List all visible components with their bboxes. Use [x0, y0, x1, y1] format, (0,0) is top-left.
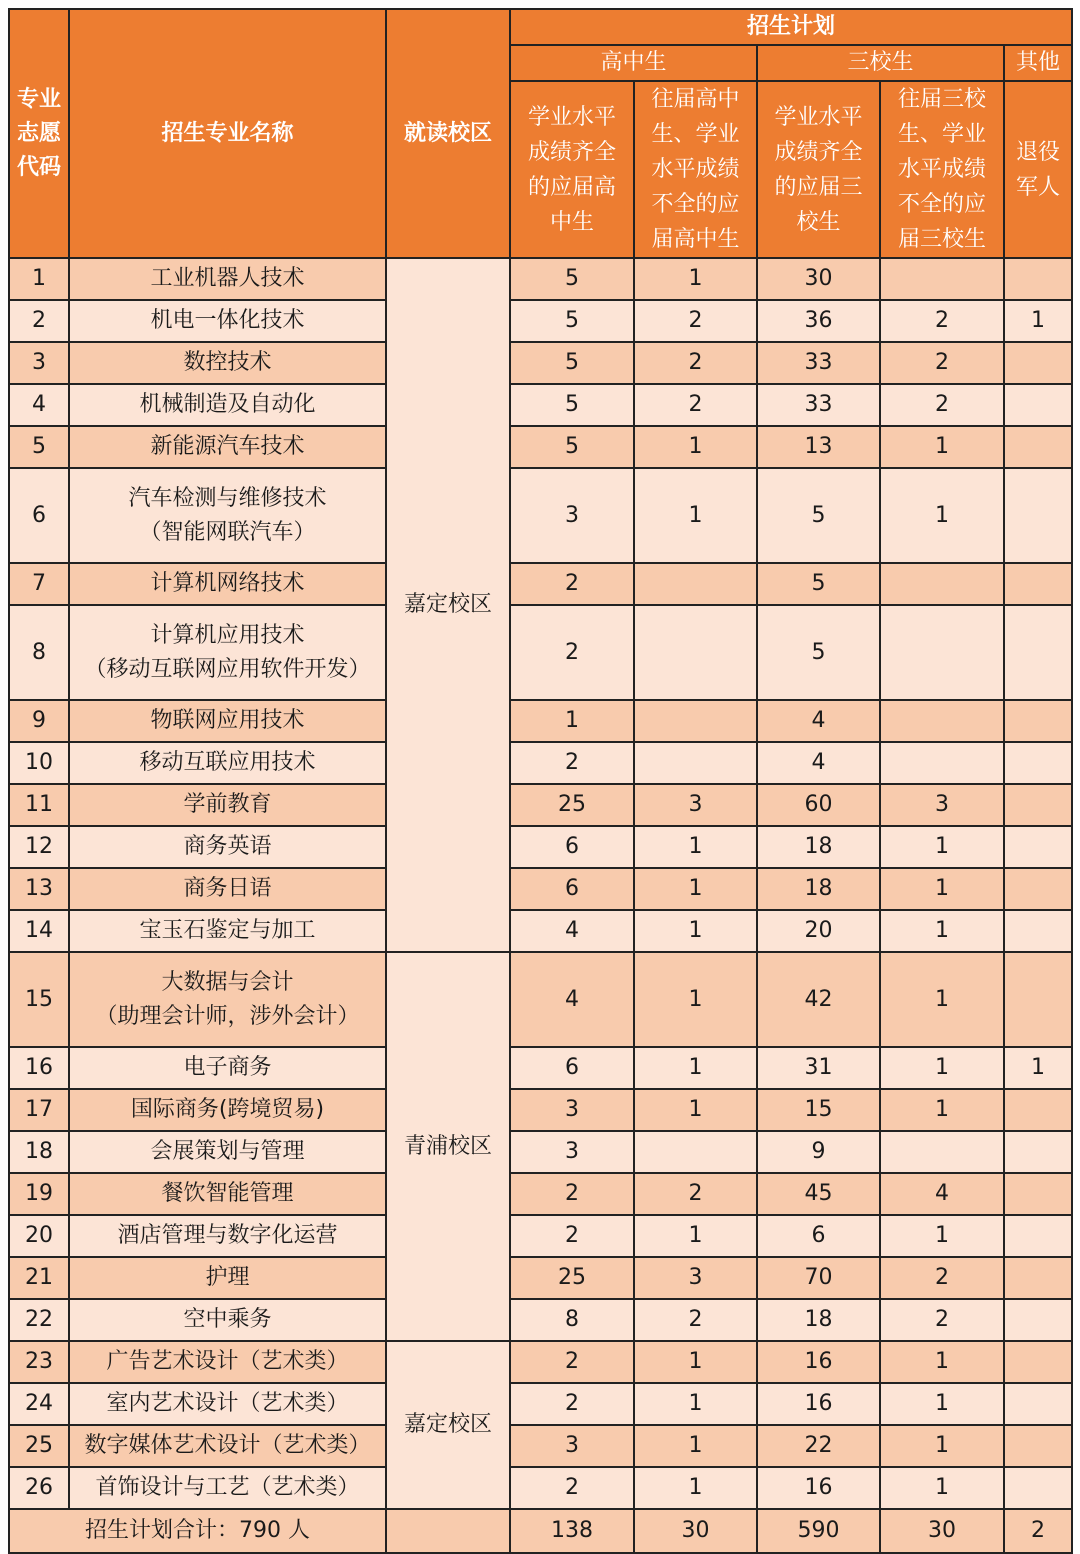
cell-hs-complete: 5 — [510, 342, 634, 384]
cell-three-previous: 1 — [880, 826, 1004, 868]
cell-veteran — [1004, 952, 1072, 1047]
row-code: 5 — [9, 426, 69, 468]
table-row — [9, 784, 1072, 826]
cell-hs-complete: 6 — [510, 868, 634, 910]
total-a: 138 — [510, 1509, 634, 1553]
row-major-name: 空中乘务 — [69, 1299, 386, 1341]
cell-three-previous: 1 — [880, 426, 1004, 468]
cell-three-previous: 1 — [880, 1089, 1004, 1131]
row-code: 13 — [9, 868, 69, 910]
admission-plan-document — [8, 8, 1073, 1554]
cell-hs-complete: 3 — [510, 1131, 634, 1173]
cell-hs-previous: 1 — [634, 1467, 757, 1509]
cell-three-previous — [880, 700, 1004, 742]
cell-veteran — [1004, 426, 1072, 468]
header-plan: 招生计划 — [510, 9, 1072, 45]
table-row — [9, 1131, 1072, 1173]
cell-veteran — [1004, 1299, 1072, 1341]
header-hs-complete: 学业水平 成绩齐全 的应届高 中生 — [510, 81, 634, 258]
row-code: 24 — [9, 1383, 69, 1425]
total-label: 招生计划合计：790 人 — [9, 1509, 386, 1553]
cell-veteran — [1004, 910, 1072, 952]
row-code: 12 — [9, 826, 69, 868]
cell-hs-previous: 1 — [634, 868, 757, 910]
cell-three-complete: 9 — [757, 1131, 880, 1173]
cell-hs-complete: 2 — [510, 1383, 634, 1425]
cell-hs-complete: 5 — [510, 384, 634, 426]
table-row — [9, 468, 1072, 563]
cell-three-complete: 60 — [757, 784, 880, 826]
cell-veteran: 1 — [1004, 300, 1072, 342]
cell-three-complete: 42 — [757, 952, 880, 1047]
cell-three-complete: 13 — [757, 426, 880, 468]
cell-three-complete: 16 — [757, 1341, 880, 1383]
total-d: 30 — [880, 1509, 1004, 1553]
cell-veteran — [1004, 1467, 1072, 1509]
cell-hs-previous — [634, 742, 757, 784]
table-row — [9, 1047, 1072, 1089]
cell-hs-previous: 2 — [634, 300, 757, 342]
cell-hs-previous: 1 — [634, 1215, 757, 1257]
header-three-previous: 往届三校 生、学业 水平成绩 不全的应 届三校生 — [880, 81, 1004, 258]
header-campus: 就读校区 — [386, 9, 510, 258]
header-major-name: 招生专业名称 — [69, 9, 386, 258]
table-row — [9, 605, 1072, 700]
row-major-name: 机电一体化技术 — [69, 300, 386, 342]
cell-three-complete: 5 — [757, 468, 880, 563]
row-code: 17 — [9, 1089, 69, 1131]
table-row — [9, 300, 1072, 342]
row-major-name: 宝玉石鉴定与加工 — [69, 910, 386, 952]
admission-plan-table — [8, 8, 1073, 1554]
cell-three-previous — [880, 605, 1004, 700]
total-b: 30 — [634, 1509, 757, 1553]
cell-hs-complete: 5 — [510, 426, 634, 468]
cell-three-complete: 16 — [757, 1467, 880, 1509]
cell-veteran — [1004, 700, 1072, 742]
row-major-name: 酒店管理与数字化运营 — [69, 1215, 386, 1257]
row-code: 21 — [9, 1257, 69, 1299]
row-major-name: 护理 — [69, 1257, 386, 1299]
cell-hs-previous: 2 — [634, 342, 757, 384]
cell-three-previous: 2 — [880, 300, 1004, 342]
cell-three-complete: 6 — [757, 1215, 880, 1257]
cell-hs-previous: 1 — [634, 426, 757, 468]
cell-three-complete: 16 — [757, 1383, 880, 1425]
cell-hs-previous: 1 — [634, 1383, 757, 1425]
cell-hs-complete: 1 — [510, 700, 634, 742]
row-major-name: 大数据与会计 （助理会计师，涉外会计） — [69, 952, 386, 1047]
cell-three-complete: 18 — [757, 868, 880, 910]
row-major-name: 计算机应用技术 （移动互联网应用软件开发） — [69, 605, 386, 700]
cell-three-complete: 31 — [757, 1047, 880, 1089]
row-code: 10 — [9, 742, 69, 784]
header-veteran: 退役 军人 — [1004, 81, 1072, 258]
cell-three-previous: 1 — [880, 1425, 1004, 1467]
row-code: 6 — [9, 468, 69, 563]
cell-veteran — [1004, 563, 1072, 605]
table-row — [9, 384, 1072, 426]
table-row — [9, 1467, 1072, 1509]
row-major-name: 新能源汽车技术 — [69, 426, 386, 468]
cell-hs-complete: 2 — [510, 742, 634, 784]
table-body — [9, 258, 1072, 1553]
cell-veteran — [1004, 468, 1072, 563]
cell-veteran — [1004, 342, 1072, 384]
cell-veteran — [1004, 1425, 1072, 1467]
table-row — [9, 868, 1072, 910]
cell-hs-previous: 1 — [634, 1425, 757, 1467]
row-code: 1 — [9, 258, 69, 300]
cell-three-previous: 2 — [880, 1299, 1004, 1341]
row-major-name: 物联网应用技术 — [69, 700, 386, 742]
table-row — [9, 742, 1072, 784]
table-row — [9, 342, 1072, 384]
cell-veteran — [1004, 1383, 1072, 1425]
cell-hs-complete: 4 — [510, 952, 634, 1047]
total-row — [9, 1509, 1072, 1553]
cell-hs-previous: 1 — [634, 468, 757, 563]
cell-hs-previous: 1 — [634, 952, 757, 1047]
table-row — [9, 258, 1072, 300]
table-row — [9, 826, 1072, 868]
cell-hs-complete: 6 — [510, 1047, 634, 1089]
row-major-name: 计算机网络技术 — [69, 563, 386, 605]
cell-three-previous — [880, 742, 1004, 784]
cell-hs-previous — [634, 563, 757, 605]
cell-three-previous: 1 — [880, 1047, 1004, 1089]
header-code: 专业 志愿 代码 — [9, 9, 69, 258]
header-group-three-schools: 三校生 — [757, 45, 1004, 81]
cell-veteran — [1004, 1341, 1072, 1383]
row-major-name: 工业机器人技术 — [69, 258, 386, 300]
cell-hs-previous: 1 — [634, 1341, 757, 1383]
row-major-name: 国际商务(跨境贸易) — [69, 1089, 386, 1131]
row-code: 23 — [9, 1341, 69, 1383]
table-row — [9, 1299, 1072, 1341]
campus-cell: 嘉定校区 — [386, 1341, 510, 1509]
cell-hs-complete: 2 — [510, 563, 634, 605]
cell-three-complete: 4 — [757, 700, 880, 742]
cell-veteran — [1004, 784, 1072, 826]
cell-hs-complete: 5 — [510, 300, 634, 342]
cell-hs-complete: 25 — [510, 784, 634, 826]
cell-hs-complete: 3 — [510, 468, 634, 563]
table-row — [9, 1173, 1072, 1215]
cell-hs-previous: 1 — [634, 1089, 757, 1131]
table-row — [9, 1341, 1072, 1383]
cell-three-previous: 4 — [880, 1173, 1004, 1215]
row-major-name: 学前教育 — [69, 784, 386, 826]
cell-hs-previous: 1 — [634, 910, 757, 952]
table-row — [9, 1383, 1072, 1425]
cell-hs-previous: 2 — [634, 1173, 757, 1215]
cell-three-previous: 1 — [880, 1467, 1004, 1509]
cell-hs-previous: 1 — [634, 258, 757, 300]
table-row — [9, 700, 1072, 742]
cell-three-complete: 22 — [757, 1425, 880, 1467]
table-row — [9, 1089, 1072, 1131]
row-code: 18 — [9, 1131, 69, 1173]
row-major-name: 汽车检测与维修技术 （智能网联汽车） — [69, 468, 386, 563]
cell-three-complete: 45 — [757, 1173, 880, 1215]
row-code: 9 — [9, 700, 69, 742]
row-code: 19 — [9, 1173, 69, 1215]
total-campus-blank — [386, 1509, 510, 1553]
row-major-name: 电子商务 — [69, 1047, 386, 1089]
cell-three-previous: 3 — [880, 784, 1004, 826]
cell-hs-complete: 2 — [510, 605, 634, 700]
cell-veteran — [1004, 1215, 1072, 1257]
row-code: 22 — [9, 1299, 69, 1341]
cell-veteran — [1004, 605, 1072, 700]
cell-three-complete: 5 — [757, 605, 880, 700]
row-major-name: 数字媒体艺术设计（艺术类） — [69, 1425, 386, 1467]
cell-three-previous: 1 — [880, 868, 1004, 910]
cell-veteran — [1004, 868, 1072, 910]
cell-veteran — [1004, 1173, 1072, 1215]
row-code: 3 — [9, 342, 69, 384]
cell-hs-previous: 2 — [634, 1299, 757, 1341]
row-code: 16 — [9, 1047, 69, 1089]
cell-hs-previous — [634, 1131, 757, 1173]
cell-hs-previous — [634, 605, 757, 700]
cell-three-complete: 5 — [757, 563, 880, 605]
cell-three-previous — [880, 563, 1004, 605]
row-major-name: 室内艺术设计（艺术类） — [69, 1383, 386, 1425]
campus-cell: 青浦校区 — [386, 952, 510, 1341]
header-hs-previous: 往届高中 生、学业 水平成绩 不全的应 届高中生 — [634, 81, 757, 258]
table-row — [9, 1215, 1072, 1257]
cell-veteran: 1 — [1004, 1047, 1072, 1089]
total-e: 2 — [1004, 1509, 1072, 1553]
header-group-other: 其他 — [1004, 45, 1072, 81]
row-code: 20 — [9, 1215, 69, 1257]
row-code: 4 — [9, 384, 69, 426]
row-major-name: 餐饮智能管理 — [69, 1173, 386, 1215]
cell-three-complete: 33 — [757, 342, 880, 384]
cell-three-previous: 1 — [880, 952, 1004, 1047]
row-code: 25 — [9, 1425, 69, 1467]
cell-hs-previous — [634, 700, 757, 742]
cell-three-complete: 18 — [757, 826, 880, 868]
row-code: 7 — [9, 563, 69, 605]
row-code: 11 — [9, 784, 69, 826]
cell-hs-previous: 3 — [634, 784, 757, 826]
table-row — [9, 1257, 1072, 1299]
cell-three-previous: 1 — [880, 468, 1004, 563]
cell-veteran — [1004, 1089, 1072, 1131]
table-row — [9, 426, 1072, 468]
cell-hs-complete: 2 — [510, 1467, 634, 1509]
row-code: 26 — [9, 1467, 69, 1509]
cell-hs-complete: 2 — [510, 1173, 634, 1215]
row-major-name: 商务英语 — [69, 826, 386, 868]
row-major-name: 机械制造及自动化 — [69, 384, 386, 426]
row-major-name: 会展策划与管理 — [69, 1131, 386, 1173]
cell-hs-previous: 1 — [634, 1047, 757, 1089]
cell-three-complete: 30 — [757, 258, 880, 300]
table-row — [9, 1425, 1072, 1467]
table-row — [9, 952, 1072, 1047]
row-code: 15 — [9, 952, 69, 1047]
row-code: 8 — [9, 605, 69, 700]
cell-three-complete: 20 — [757, 910, 880, 952]
cell-hs-complete: 3 — [510, 1089, 634, 1131]
cell-hs-complete: 3 — [510, 1425, 634, 1467]
cell-hs-previous: 1 — [634, 826, 757, 868]
cell-hs-complete: 2 — [510, 1215, 634, 1257]
cell-three-previous — [880, 1131, 1004, 1173]
cell-veteran — [1004, 1131, 1072, 1173]
cell-three-complete: 18 — [757, 1299, 880, 1341]
cell-three-previous: 1 — [880, 1341, 1004, 1383]
cell-three-previous — [880, 258, 1004, 300]
cell-hs-complete: 2 — [510, 1341, 634, 1383]
cell-three-complete: 36 — [757, 300, 880, 342]
cell-hs-complete: 25 — [510, 1257, 634, 1299]
cell-three-previous: 2 — [880, 342, 1004, 384]
header-three-complete: 学业水平 成绩齐全 的应届三 校生 — [757, 81, 880, 258]
cell-three-complete: 33 — [757, 384, 880, 426]
cell-hs-previous: 3 — [634, 1257, 757, 1299]
total-c: 590 — [757, 1509, 880, 1553]
row-major-name: 数控技术 — [69, 342, 386, 384]
row-major-name: 首饰设计与工艺（艺术类） — [69, 1467, 386, 1509]
cell-three-previous: 1 — [880, 1383, 1004, 1425]
cell-three-previous: 1 — [880, 1215, 1004, 1257]
table-row — [9, 910, 1072, 952]
campus-cell: 嘉定校区 — [386, 258, 510, 952]
cell-three-complete: 70 — [757, 1257, 880, 1299]
cell-hs-complete: 6 — [510, 826, 634, 868]
cell-three-previous: 2 — [880, 384, 1004, 426]
cell-hs-previous: 2 — [634, 384, 757, 426]
row-major-name: 商务日语 — [69, 868, 386, 910]
cell-veteran — [1004, 258, 1072, 300]
cell-veteran — [1004, 384, 1072, 426]
table-row — [9, 563, 1072, 605]
cell-veteran — [1004, 742, 1072, 784]
cell-three-complete: 4 — [757, 742, 880, 784]
row-code: 2 — [9, 300, 69, 342]
cell-hs-complete: 8 — [510, 1299, 634, 1341]
header-group-high-school: 高中生 — [510, 45, 757, 81]
row-code: 14 — [9, 910, 69, 952]
row-major-name: 广告艺术设计（艺术类） — [69, 1341, 386, 1383]
cell-hs-complete: 5 — [510, 258, 634, 300]
cell-veteran — [1004, 826, 1072, 868]
cell-three-complete: 15 — [757, 1089, 880, 1131]
cell-three-previous: 1 — [880, 910, 1004, 952]
row-major-name: 移动互联应用技术 — [69, 742, 386, 784]
cell-veteran — [1004, 1257, 1072, 1299]
cell-hs-complete: 4 — [510, 910, 634, 952]
cell-three-previous: 2 — [880, 1257, 1004, 1299]
